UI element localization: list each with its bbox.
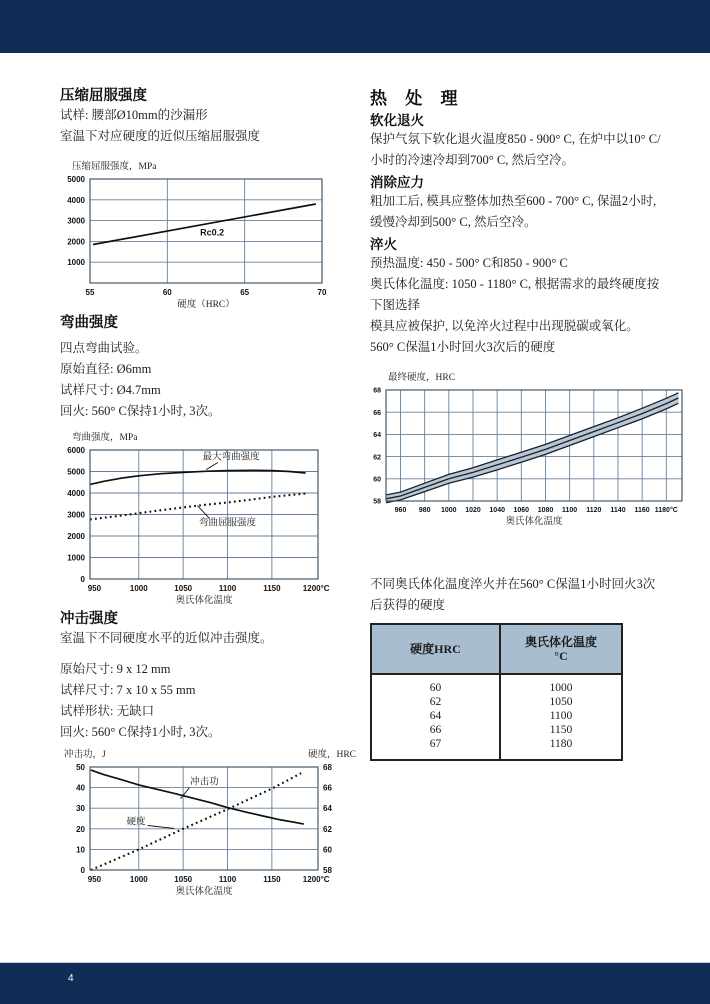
left-column xyxy=(60,84,362,898)
hardness-table xyxy=(370,623,623,761)
section-heading-bending-strength: 弯曲强度 xyxy=(60,315,118,331)
table-cell: 1100 xyxy=(500,709,622,723)
svg-text:1000: 1000 xyxy=(67,553,85,563)
impact-line: 试样尺寸: 7 x 10 x 55 mm xyxy=(60,683,196,697)
svg-text:1100: 1100 xyxy=(218,584,237,593)
hardening-preheat-text: 预热温度: 450 - 500° C和850 - 900° C xyxy=(370,256,568,270)
svg-text:66: 66 xyxy=(323,783,332,793)
chart-bending-strength xyxy=(60,432,362,607)
bending-line: 原始直径: Ø6mm xyxy=(60,362,152,376)
section-heading-soft-annealing: 软化退火 xyxy=(370,113,424,128)
chart4-x-axis-title: 奥氏体化温度 xyxy=(505,517,563,527)
svg-text:3000: 3000 xyxy=(67,510,85,520)
svg-text:1150: 1150 xyxy=(263,584,281,593)
svg-text:62: 62 xyxy=(373,454,381,462)
svg-text:950: 950 xyxy=(87,875,102,884)
table-cell: 1050 xyxy=(500,695,622,709)
svg-text:1120: 1120 xyxy=(586,507,602,514)
table-cell: 60 xyxy=(429,682,442,694)
svg-text:70: 70 xyxy=(317,288,327,297)
svg-text:1100: 1100 xyxy=(562,507,578,514)
svg-text:40: 40 xyxy=(76,783,85,793)
svg-text:10: 10 xyxy=(76,845,85,855)
chart-final-hardness xyxy=(370,372,678,528)
svg-text:1040: 1040 xyxy=(489,507,505,514)
svg-text:1050: 1050 xyxy=(174,875,193,884)
svg-text:2000: 2000 xyxy=(67,237,85,247)
table-row xyxy=(371,723,622,737)
svg-text:硬度: 硬度 xyxy=(126,817,146,828)
svg-text:1140: 1140 xyxy=(610,507,626,514)
chart4-canvas xyxy=(370,384,690,516)
chart3-axis-titles xyxy=(64,749,356,761)
section-heading-compressive-yield: 压缩屈服强度 xyxy=(60,88,147,104)
svg-text:60: 60 xyxy=(373,476,381,484)
svg-text:30: 30 xyxy=(76,804,85,814)
impact-line: 回火: 560° C保持1小时, 3次。 xyxy=(60,725,221,739)
chart3-right-axis-title: 硬度，HRC xyxy=(307,750,356,760)
svg-text:1200°C: 1200°C xyxy=(302,875,330,884)
svg-text:1000: 1000 xyxy=(441,507,457,514)
svg-text:60: 60 xyxy=(162,288,172,297)
chart2-y-axis-title: 弯曲强度，MPa xyxy=(72,433,138,443)
hardness-table-caption: 不同奥氏体化温度淬火并在560° C保温1小时回火3次后获得的硬度 xyxy=(370,577,656,612)
bending-line: 试样尺寸: Ø4.7mm xyxy=(60,383,161,397)
svg-text:1020: 1020 xyxy=(465,507,481,514)
svg-text:58: 58 xyxy=(373,498,381,506)
table-cell: 62 xyxy=(429,696,442,708)
page-title-heat-treatment: 热 处 理 xyxy=(370,89,465,108)
table-header-hardness: 硬度HRC xyxy=(371,624,500,674)
table-cell: 66 xyxy=(429,724,442,736)
footer-bar xyxy=(0,962,710,1004)
svg-text:1060: 1060 xyxy=(513,507,530,514)
hardness-table-head xyxy=(371,624,622,674)
table-row xyxy=(371,709,622,723)
svg-text:0: 0 xyxy=(80,866,85,875)
stress-relief-text: 粗加工后, 模具应整体加热至600 - 700° C, 保温2小时, 缓慢冷却到500° C, 然后空冷。 xyxy=(370,194,657,229)
svg-text:4000: 4000 xyxy=(67,195,85,205)
right-column xyxy=(370,84,678,761)
chart1-y-axis-title: 压缩屈服强度，MPa xyxy=(72,162,157,172)
chart-compressive-yield xyxy=(60,161,362,311)
bending-line: 四点弯曲试验。 xyxy=(60,341,148,355)
svg-text:1080: 1080 xyxy=(537,507,554,514)
chart2-x-axis-title: 奥氏体化温度 xyxy=(175,596,233,606)
table-row xyxy=(371,674,622,695)
page-number: 4 xyxy=(68,973,74,984)
svg-text:960: 960 xyxy=(394,507,407,514)
svg-text:68: 68 xyxy=(323,763,332,772)
svg-text:950: 950 xyxy=(87,584,102,593)
svg-text:1000: 1000 xyxy=(67,258,85,268)
hardening-protection-note: 模具应被保护, 以免淬火过程中出现脱碳或氧化。 xyxy=(370,319,639,333)
soft-annealing-text: 保护气氛下软化退火温度850 - 900° C, 在炉中以10° C/小时的冷速冷却到700° C, 然后空冷。 xyxy=(370,132,661,167)
table-header-austenitizing-temp: 奥氏体化温度 °C xyxy=(500,624,622,674)
svg-text:50: 50 xyxy=(76,763,85,772)
svg-text:冲击功: 冲击功 xyxy=(190,777,219,788)
table-cell: 67 xyxy=(429,738,442,750)
section-heading-stress-relief: 消除应力 xyxy=(370,175,424,190)
table-row xyxy=(371,737,622,760)
svg-text:1000: 1000 xyxy=(129,875,148,884)
table-row xyxy=(371,695,622,709)
svg-text:1180°C: 1180°C xyxy=(654,507,678,514)
svg-text:1050: 1050 xyxy=(174,584,193,593)
svg-text:0: 0 xyxy=(80,575,85,584)
svg-text:1100: 1100 xyxy=(218,875,237,884)
chart3-left-axis-title: 冲击功，J xyxy=(64,750,106,760)
impact-line: 原始尺寸: 9 x 12 mm xyxy=(60,662,171,676)
chart3-canvas xyxy=(60,761,360,886)
hardness-table-body xyxy=(371,674,622,760)
impact-spec-lines xyxy=(60,659,362,743)
svg-text:Rc0.2: Rc0.2 xyxy=(200,227,225,238)
hardening-austenitizing-text: 奥氏体化温度: 1050 - 1180° C, 根据需求的最终硬度按下图选择 xyxy=(370,277,660,312)
table-cell: 1000 xyxy=(500,674,622,695)
impact-intro-text: 室温下不同硬度水平的近似冲击强度。 xyxy=(60,631,273,645)
svg-text:6000: 6000 xyxy=(67,446,85,455)
svg-text:65: 65 xyxy=(240,288,250,297)
svg-text:58: 58 xyxy=(323,866,332,875)
svg-text:980: 980 xyxy=(418,507,431,514)
svg-text:20: 20 xyxy=(76,824,85,834)
svg-text:68: 68 xyxy=(373,387,381,395)
bending-spec-lines xyxy=(60,338,362,422)
svg-text:1000: 1000 xyxy=(129,584,148,593)
svg-text:66: 66 xyxy=(373,409,381,417)
impact-line: 试样形状: 无缺口 xyxy=(60,704,155,718)
chart-impact xyxy=(60,749,362,898)
table-cell: 1150 xyxy=(500,723,622,737)
svg-text:2000: 2000 xyxy=(67,532,85,541)
section-heading-impact-strength: 冲击强度 xyxy=(60,611,118,627)
svg-text:64: 64 xyxy=(373,432,381,440)
chart4-y-axis-title: 最终硬度，HRC xyxy=(388,373,456,383)
svg-text:62: 62 xyxy=(323,824,332,834)
bending-line: 回火: 560° C保持1小时, 3次。 xyxy=(60,404,221,418)
header-bar xyxy=(0,0,710,53)
svg-text:最大弯曲强度: 最大弯曲强度 xyxy=(202,452,260,463)
chart1-canvas xyxy=(60,173,360,299)
svg-text:55: 55 xyxy=(85,288,95,297)
svg-text:1160: 1160 xyxy=(634,507,650,514)
compressive-specimen-text: 试样: 腰部Ø10mm的沙漏形 xyxy=(60,108,208,122)
chart2-canvas xyxy=(60,444,360,595)
chart1-x-axis-title: 硬度（HRC） xyxy=(177,300,235,310)
svg-text:3000: 3000 xyxy=(67,216,85,226)
svg-text:4000: 4000 xyxy=(67,489,85,498)
svg-text:5000: 5000 xyxy=(67,467,85,477)
table-cell: 64 xyxy=(429,710,442,722)
svg-text:60: 60 xyxy=(323,845,332,855)
svg-text:1200°C: 1200°C xyxy=(302,584,330,593)
svg-text:1150: 1150 xyxy=(263,875,281,884)
compressive-intro-text: 室温下对应硬度的近似压缩屈服强度 xyxy=(60,129,261,143)
table-cell: 1180 xyxy=(500,737,622,760)
section-heading-hardening: 淬火 xyxy=(370,237,397,252)
svg-text:弯曲屈服强度: 弯曲屈服强度 xyxy=(198,518,257,529)
svg-text:64: 64 xyxy=(323,804,332,814)
hardness-chart-caption: 560° C保温1小时回火3次后的硬度 xyxy=(370,340,556,354)
chart3-x-axis-title: 奥氏体化温度 xyxy=(175,887,233,897)
svg-text:5000: 5000 xyxy=(67,175,85,184)
